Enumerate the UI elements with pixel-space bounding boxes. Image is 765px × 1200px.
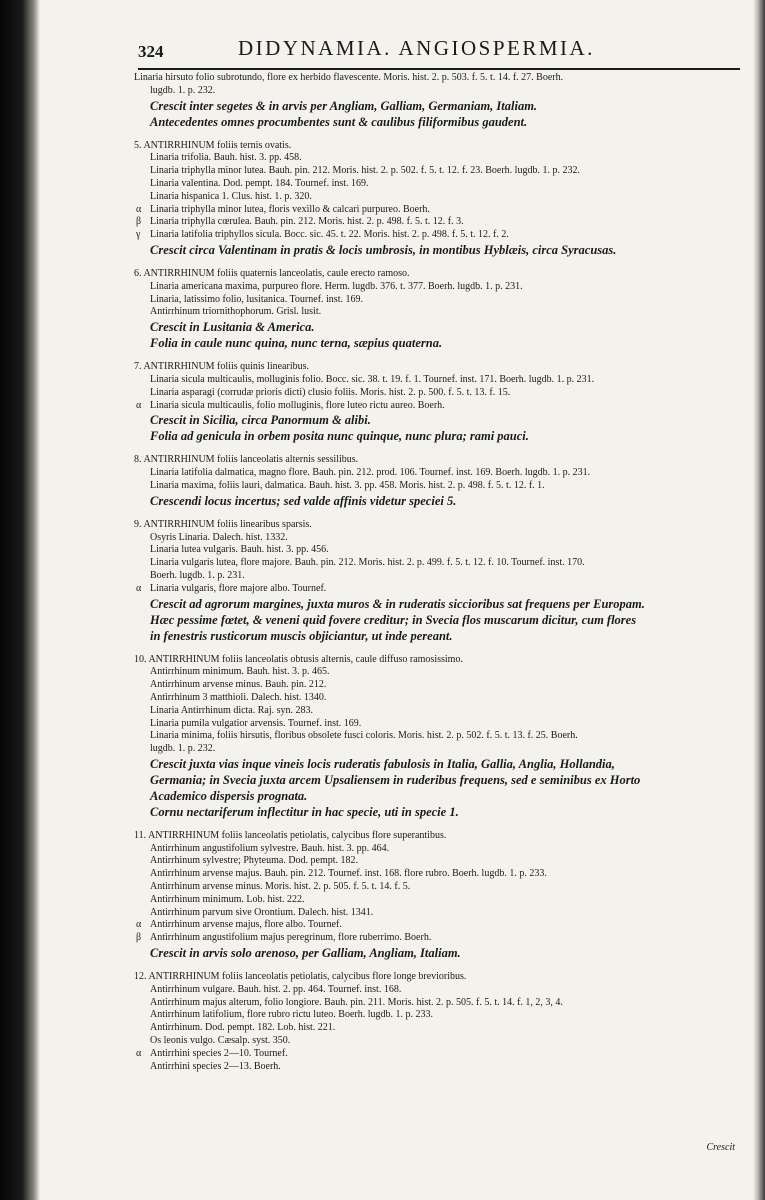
line-text: Linaria trifolia. Bauh. hist. 3. pp. 458. [150,152,302,164]
line-text: Antirrhinum 3 matthioli. Dalech. hist. 1340. [150,691,327,703]
italic-note-line: Folia ad genicula in orbem posita nunc quinque, nunc plura; rami pauci. [150,429,529,444]
italic-note-line: Crescit ad agrorum margines, juxta muros & in ruderatis siccioribus sat frequens per Europam. [150,596,645,611]
synonym-line [134,666,746,679]
line-text: Linaria pumila vulgatior arvensis. Tournef. inst. 169. [150,717,362,729]
line-text: Antirrhinum. Dod. pempt. 182. Lob. hist. 221. [150,1022,336,1034]
line-text: Linaria minima, foliis hirsutis, floribus obsolete fusci coloris. Moris. hist. 2. p. 502. f. 5. t. 13. f. 25. Boerh. [150,730,578,742]
synonym-line [134,692,746,705]
page-number: 324 [138,42,164,61]
synonym-line [134,705,746,718]
species-heading-line [134,830,746,843]
line-text: Linaria maxima, foliis lauri, dalmatica. Bauh. hist. 3. pp. 458. Moris. hist. 2. p. 498. f. 5. t. 12. f. 1. [150,479,545,491]
line-text: Antirrhinum angustifolium sylvestre. Bauh. hist. 3. pp. 464. [150,842,390,854]
line-text: Antirrhini species 2—10. Tournef. [150,1047,288,1059]
line-text: Linaria triphylla minor lutea, floris vexillo & calcari purpureo. Boerh. [150,203,430,215]
synonym-line [134,997,746,1010]
italic-note-line: Germania; in Svecia juxta arcem Upsaliensem in ruderibus frequens, sed e seminibus ex Horto [150,772,641,787]
variety-marker: α [136,1047,142,1059]
synonym-line [134,583,746,596]
synonym-line [134,843,746,856]
synonym-line [134,191,746,204]
italic-note-line: Crescit in Sicilia, circa Panormum & alibi. [150,413,371,428]
synonym-line [134,557,746,570]
line-text: Antirrhinum minimum. Bauh. hist. 3. p. 465. [150,666,330,678]
line-text: lugdb. 1. p. 232. [150,84,216,96]
line-text: 9. ANTIRRHINUM foliis linearibus sparsis. [134,518,312,530]
line-text: 12. ANTIRRHINUM foliis lanceolatis petiolatis, calycibus flore longe brevioribus. [134,971,467,983]
line-text: 7. ANTIRRHINUM foliis quinis linearibus. [134,361,309,373]
italic-note-line: Crescendi locus incertus; sed valde affinis videtur speciei 5. [150,493,457,508]
line-text: Osyris Linaria. Dalech. hist. 1332. [150,531,288,543]
synonym-line [134,907,746,920]
line-text: Antirrhinum parvum sive Orontium. Dalech. hist. 1341. [150,906,374,918]
variety-marker: α [136,919,142,931]
species-heading-line [134,454,746,467]
line-text: Antirrhinum angustifolium majus peregrinum, flore ruberrimo. Boerh. [150,932,432,944]
paragraph-gap [134,351,746,361]
binding-shadow-left [0,0,40,1200]
line-text: 5. ANTIRRHINUM foliis ternis ovatis. [134,139,292,151]
synonym-line [134,984,746,997]
species-heading-line [134,654,746,667]
line-text: lugdb. 1. p. 232. [150,743,216,755]
synonym-line [134,1048,746,1061]
synonym-line [134,229,746,242]
paragraph-gap [134,820,746,830]
paragraph-gap [134,961,746,971]
italic-note-line: Crescit inter segetes & in arvis per Angliam, Galliam, Germaniam, Italiam. [150,98,538,113]
synonym-line [134,532,746,545]
synonym-line [134,178,746,191]
synonym-line [134,1022,746,1035]
line-text: Linaria hirsuto folio subrotundo, flore ex herbido flavescente. Moris. hist. 2. p. 503. f. 5. t. 14. f. 27. Boerh. [134,72,564,83]
line-text: Antirrhinum arvense minus. Bauh. pin. 212. [150,679,327,691]
italic-note-line: Hæc pessime fœtet, & veneni quid fovere creditur; in Svecia flos muscarum dicitur, cum flores [150,612,637,627]
line-text: Linaria, latissimo folio, lusitanica. Tournef. inst. 169. [150,293,363,305]
italic-note-line: in fenestris rusticorum muscis objiciantur, ut inde pereant. [150,628,453,643]
italic-note-line: Crescit in arvis solo arenoso, per Galliam, Angliam, Italiam. [150,946,461,961]
synonym-line [134,165,746,178]
line-text: Antirrhinum latifolium, flore rubro rictu luteo. Boerh. lugdb. 1. p. 233. [150,1009,434,1021]
species-heading-line [134,361,746,374]
line-text: 6. ANTIRRHINUM foliis quaternis lanceolatis, caule erecto ramoso. [134,267,410,279]
italic-note-line: Folia in caule nunc quina, nunc terna, sæpius quaterna. [150,336,443,351]
line-text: Antirrhinum triornithophorum. Grisl. lusit. [150,306,322,318]
line-text: Antirrhinum arvense majus, flore albo. Tournef. [150,919,342,931]
synonym-line [134,855,746,868]
line-text: Antirrhinum sylvestre; Phyteuma. Dod. pempt. 182. [150,855,359,867]
synonym-line [134,374,746,387]
synonym-line [134,881,746,894]
line-text: 8. ANTIRRHINUM foliis lanceolatis alternis sessilibus. [134,454,359,466]
variety-marker: γ [136,229,141,241]
line-text: Antirrhini species 2—13. Boerh. [150,1060,281,1072]
variety-marker: β [136,216,142,228]
italic-note-line: Antecedentes omnes procumbentes sunt & caulibus filiformibus gaudent. [150,114,528,129]
page-body [134,72,746,1073]
variety-marker: α [136,582,142,594]
synonym-line [134,1061,746,1074]
line-text: Boerh. lugdb. 1. p. 231. [150,569,245,581]
line-text: Linaria lutea vulgaris. Bauh. hist. 3. pp. 456. [150,544,329,556]
line-text: Linaria vulgaris, flore majore albo. Tournef. [150,582,327,594]
synonym-line [134,868,746,881]
italic-note-line: Crescit juxta vias inque vineis locis ruderatis fabulosis in Italia, Gallia, Anglia, Hollandia, [150,756,615,771]
synonym-line [134,400,746,413]
line-text: Linaria hispanica 1. Clus. hist. 1. p. 320. [150,190,312,202]
line-text: Linaria latifolia dalmatica, magno flore. Bauh. pin. 212. prod. 106. Tournef. inst. 169. Boerh. lugdb. 1. p. 231. [150,467,591,479]
paragraph-gap [134,258,746,268]
line-text: Antirrhinum majus alterum, folio longiore. Bauh. pin. 211. Moris. hist. 2. p. 505. f. 5. t. 14. f. 1, 2, 3, 4. [150,996,563,1008]
synonym-line [134,467,746,480]
italic-note-line: Academico dispersis prognata. [150,788,308,803]
synonym-line [134,306,746,319]
line-text: Linaria sicula multicaulis, folio molluginis, flore luteo rictu aureo. Boerh. [150,399,445,411]
synonym-line [134,387,746,400]
line-text: Linaria valentina. Dod. pempt. 184. Tournef. inst. 169. [150,177,369,189]
line-text: Os leonis vulgo. Cæsalp. syst. 350. [150,1035,291,1047]
paragraph-gap [134,444,746,454]
species-heading-line [134,72,746,85]
species-heading-line [134,519,746,532]
line-text: Linaria sicula multicaulis, molluginis folio. Bocc. sic. 38. t. 19. f. 1. Tournef. inst. 171. Boerh. lugdb. 1. p. 231. [150,373,595,385]
synonym-line [134,894,746,907]
synonym-line [134,679,746,692]
synonym-line [134,281,746,294]
synonym-line [134,204,746,217]
line-text: Linaria latifolia triphyllos sicula. Bocc. sic. 45. t. 22. Moris. hist. 2. p. 498. f. 5. t. 12. f. 2. [150,229,509,241]
synonym-line [134,85,746,98]
variety-marker: α [136,399,142,411]
paragraph-gap [134,644,746,654]
line-text: Antirrhinum minimum. Lob. hist. 222. [150,893,305,905]
italic-note-line: Crescit in Lusitania & America. [150,320,315,335]
synonym-line [134,570,746,583]
line-text: 10. ANTIRRHINUM foliis lanceolatis obtusis alternis, caule diffuso ramosissimo. [134,653,463,665]
species-heading-line [134,268,746,281]
line-text: Linaria Antirrhinum dicta. Raj. syn. 283. [150,704,314,716]
line-text: Linaria triphylla cœrulea. Bauh. pin. 212. Moris. hist. 2. p. 498. f. 5. t. 12. f. 3. [150,216,464,228]
line-text: Antirrhinum arvense minus. Moris. hist. 2. p. 505. f. 5. t. 14. f. 5. [150,881,411,893]
line-text: Linaria triphylla minor lutea. Bauh. pin. 212. Moris. hist. 2. p. 502. f. 5. t. 12. f. 23. Boerh. lugdb. 1. p. 232. [150,165,580,177]
synonym-line [134,152,746,165]
running-head: DIDYNAMIA. ANGIOSPERMIA. [238,36,595,60]
line-text: Linaria asparagi (corrudæ prioris dicti) clusio foliis. Moris. hist. 2. p. 500. f. 5. t. 13. f. 15. [150,386,511,398]
italic-note-line: Crescit circa Valentinam in pratis & locis umbrosis, in montibus Hyblæis, circa Syracusas. [150,242,617,257]
synonym-line [134,932,746,945]
variety-marker: α [136,203,142,215]
line-text: Linaria americana maxima, purpureo flore. Herm. lugdb. 376. t. 377. Boerh. lugdb. 1. p. 231. [150,280,523,292]
line-text: Antirrhinum arvense majus. Bauh. pin. 212. Tournef. inst. 168. flore rubro. Boerh. lugdb. 1. p. 233. [150,868,547,880]
synonym-line [134,919,746,932]
page-header [138,34,740,70]
paragraph-gap [134,130,746,140]
synonym-line [134,730,746,743]
species-heading-line [134,971,746,984]
page-edge-right [753,0,765,1200]
synonym-line [134,743,746,756]
line-text: Antirrhinum vulgare. Bauh. hist. 2. pp. 464. Tournef. inst. 168. [150,983,402,995]
variety-marker: β [136,932,142,944]
paragraph-gap [134,509,746,519]
synonym-line [134,480,746,493]
synonym-line [134,216,746,229]
synonym-line [134,718,746,731]
synonym-line [134,544,746,557]
species-heading-line [134,140,746,153]
synonym-line [134,1009,746,1022]
catchword: Crescit [706,1142,735,1153]
italic-note-line: Cornu nectariferum inflectitur in hac specie, uti in specie 1. [150,804,459,819]
synonym-line [134,1035,746,1048]
line-text: 11. ANTIRRHINUM foliis lanceolatis petiolatis, calycibus flore superantibus. [134,829,447,841]
synonym-line [134,294,746,307]
line-text: Linaria vulgaris lutea, flore majore. Bauh. pin. 212. Moris. hist. 2. p. 499. f. 5. t. 12. f. 10. Tournef. inst. 170. [150,557,585,569]
